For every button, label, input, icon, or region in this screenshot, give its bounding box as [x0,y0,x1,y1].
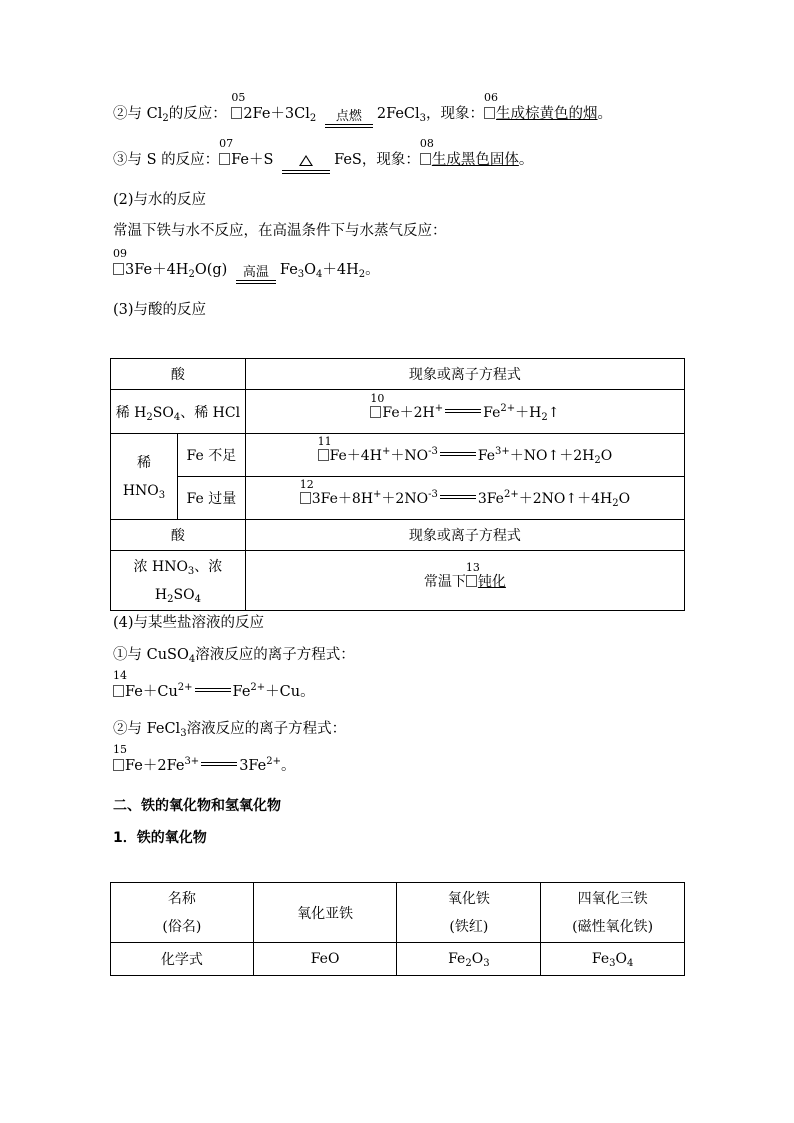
dilute-acid-label: 稀 $H_2SO_4$、稀 HCl [111,390,246,434]
cuso4-question: ①与 CuSO$_4$溶液反应的离子方程式： [113,647,355,665]
conc-acid-label: 浓 $HNO_3$、浓 $H_2SO_4$ [111,551,246,611]
blank-number: 05 [231,91,246,104]
header-equation-2: 现象或离子方程式 [245,520,684,551]
blank-box-icon [370,406,381,418]
fe-insufficient: Fe 不足 [177,434,245,477]
fecl3-equation: 15 $Fe+2Fe^{3+}$ $3Fe^{2+}$。 [113,743,296,774]
salt-title: (4)与某些盐溶液的反应 [113,615,265,631]
blank-box-icon [466,575,477,587]
s-reaction-line: ③与 S 的反应： 07 Fe＋S FeS，现象： 08 生成黑色固体。 [113,150,533,174]
fe-excess: Fe 过量 [177,477,245,520]
answer: 钝化 [477,573,506,590]
formula-fe3o4: $Fe_3O_4$ [541,943,685,976]
blank-box-icon [113,685,124,697]
header-equation: 现象或离子方程式 [245,359,684,390]
cuso4-equation: 14 $Fe+Cu^{2+}$ $Fe^{2+}+Cu$。 [113,669,315,700]
blank-box-icon [219,153,230,165]
blank-box-icon [484,107,495,119]
blank-box-icon [300,492,311,504]
fe-insufficient-equation: 11 $Fe+4H^++NO^{-3}$ $Fe^{3+}+NO↑+2H_2O$ [245,434,684,477]
water-title: (2)与水的反应 [113,192,207,208]
header-acid: 酸 [111,359,246,390]
blank-box-icon [420,153,431,165]
header-name: 名称 (俗名) [111,883,254,943]
condition-ignite: 点燃 [325,110,373,128]
oxide-table [110,882,685,976]
dilute-hno3-label: 稀 $HNO_3$ [111,434,178,520]
water-desc: 常温下铁与水不反应，在高温条件下与水蒸气反应： [113,223,447,239]
formula-feo: FeO [253,943,397,976]
ferrosoferric-oxide: 四氧化三铁 (磁性氧化铁) [541,883,685,943]
acid-title: (3)与酸的反应 [113,302,207,318]
answer: 生成棕黄色的烟 [496,106,598,122]
water-equation: 09 $3Fe+4H_2O(g)$ 高温 $Fe_3O_4+4H_2$。 [113,260,380,284]
blank-box-icon [318,449,329,461]
formula-label: 化学式 [111,943,254,976]
acid-table [110,358,685,611]
header-acid-2: 酸 [111,520,246,551]
dilute-acid-equation: 10 Fe＋2H+ $Fe^{2+}+H_2↑$ [245,390,684,434]
section-2-title: 二、铁的氧化物和氢氧化物 [113,798,281,814]
answer: 生成黑色固体 [431,152,519,168]
ferric-oxide: 氧化铁 (铁红) [397,883,541,943]
ferrous-oxide: 氧化亚铁 [253,883,397,943]
section-2-subtitle: 1．铁的氧化物 [113,830,207,846]
blank-box-icon [113,263,124,275]
blank-box-icon [231,107,242,119]
fecl3-question: ②与 FeCl$_3$溶液反应的离子方程式： [113,721,347,739]
blank-box-icon [113,759,124,771]
condition-high-temp: 高温 [236,266,276,284]
fe-excess-equation: 12 $3Fe+8H^++2NO^{-3}$ $3Fe^{2+}+2NO↑+4H_2O$ [245,477,684,520]
cl2-reaction-line: ②与 $Cl_2$的反应： 05 $2Fe+3Cl_2$ 点燃 2FeCl$_3$，现象： 06 生成棕黄色的烟。 [113,104,612,128]
heat-triangle-icon [299,155,313,166]
formula-fe2o3: $Fe_2O_3$ [397,943,541,976]
conc-acid-result: 常温下 13 钝化 [245,551,684,611]
condition-heat [282,155,330,174]
